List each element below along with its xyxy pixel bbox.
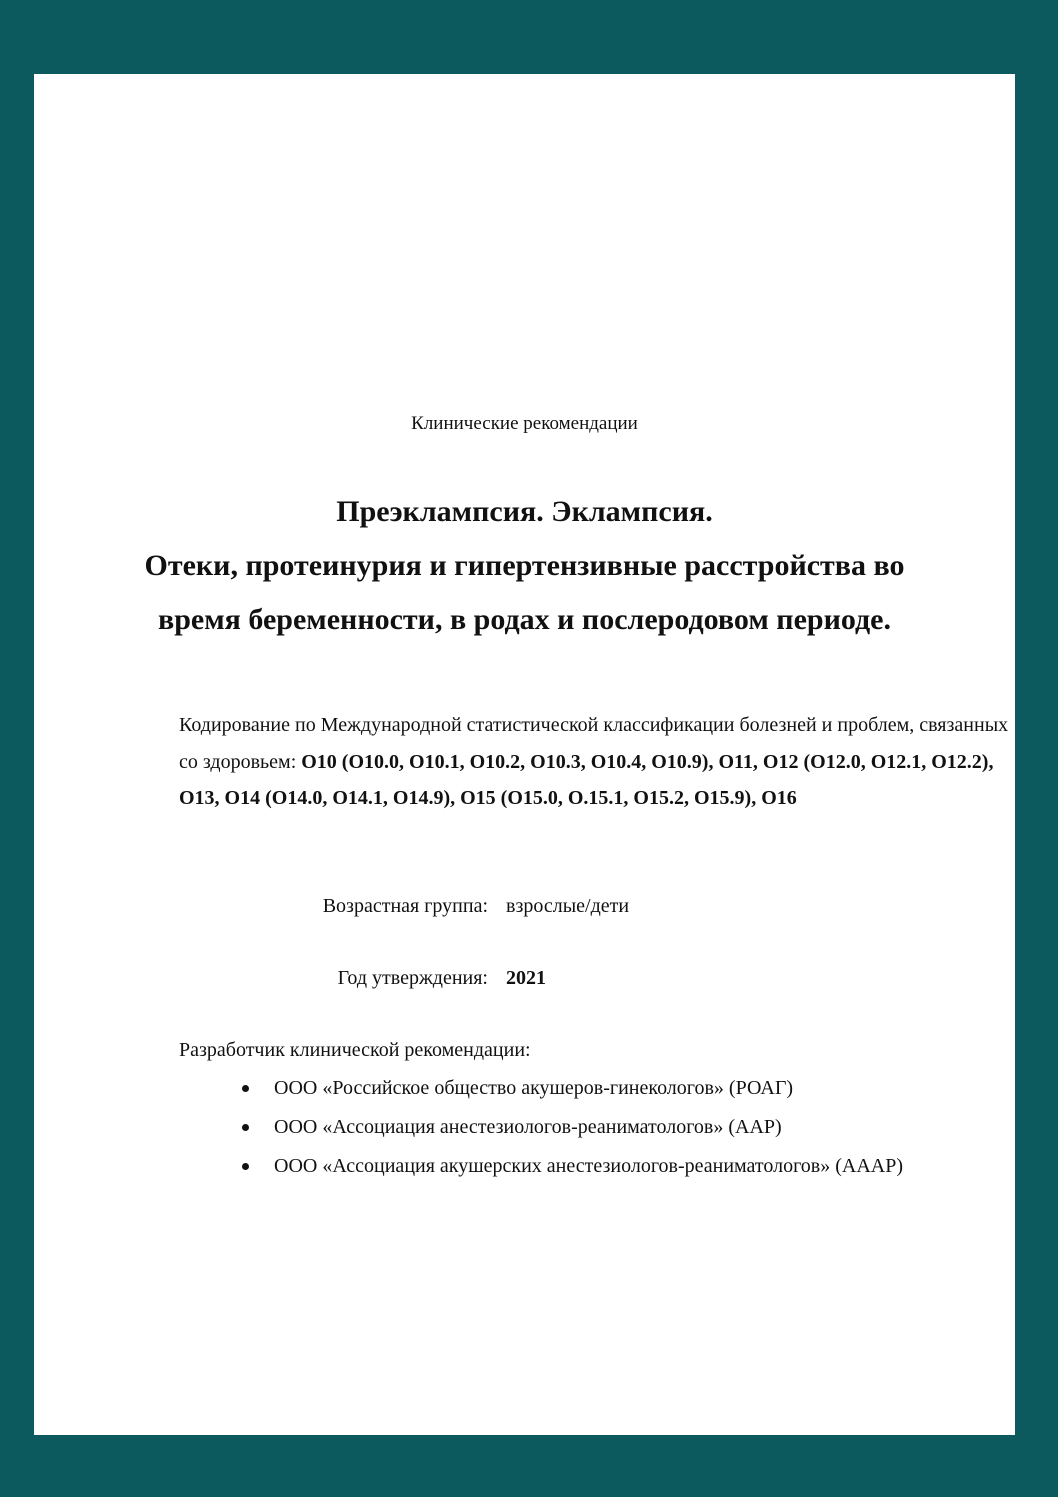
developer-item-text: ООО «Ассоциация акушерских анестезиологов-реаниматологов» (АААР) [274, 1155, 904, 1177]
developer-item-text: ООО «Российское общество акушеров-гинекологов» (РОАГ) [274, 1077, 794, 1099]
age-group-value: взрослые/дети [506, 895, 630, 917]
title-line-2: Отеки, протеинурия и гипертензивные расстройства во [144, 549, 905, 582]
icd-coding-intro: Кодирование по Международной статистической классификации болезней и проблем, связанных со здоровьем: [179, 714, 1009, 773]
document-page [34, 74, 1015, 1435]
age-group-label: Возрастная группа: [322, 895, 488, 917]
age-group-row [34, 893, 629, 919]
approval-year-label: Год утверждения: [337, 967, 488, 989]
developer-label: Разработчик клинической рекомендации: [179, 1039, 531, 1061]
approval-year-value: 2021 [506, 967, 546, 989]
bullet-icon [242, 1163, 249, 1170]
document-type: Клинические рекомендации [411, 413, 638, 434]
title-line-1: Преэклампсия. Эклампсия. [336, 495, 713, 528]
developer-item [240, 1153, 903, 1179]
bullet-icon [242, 1085, 249, 1092]
bullet-icon [242, 1124, 249, 1131]
title-line-3: время беременности, в родах и послеродовом периоде. [158, 603, 891, 636]
developer-list [240, 1075, 903, 1192]
icd-coding-paragraph [179, 707, 1019, 817]
developer-item-text: ООО «Ассоциация анестезиологов-реаниматологов» (ААР) [274, 1116, 782, 1138]
icd-codes: O10 (O10.0, O10.1, O10.2, O10.3, O10.4, O10.9), O11, O12 (O12.0, O12.1, O12.2), O13, O14 (O14.0, O14.1, O14.9), O15 (O15.0, O.15.1, O15.2, O15.9), O16 [179, 750, 994, 809]
developer-item [240, 1075, 903, 1101]
approval-year-row [34, 965, 546, 991]
document-title [34, 485, 1015, 647]
developer-item [240, 1114, 903, 1140]
